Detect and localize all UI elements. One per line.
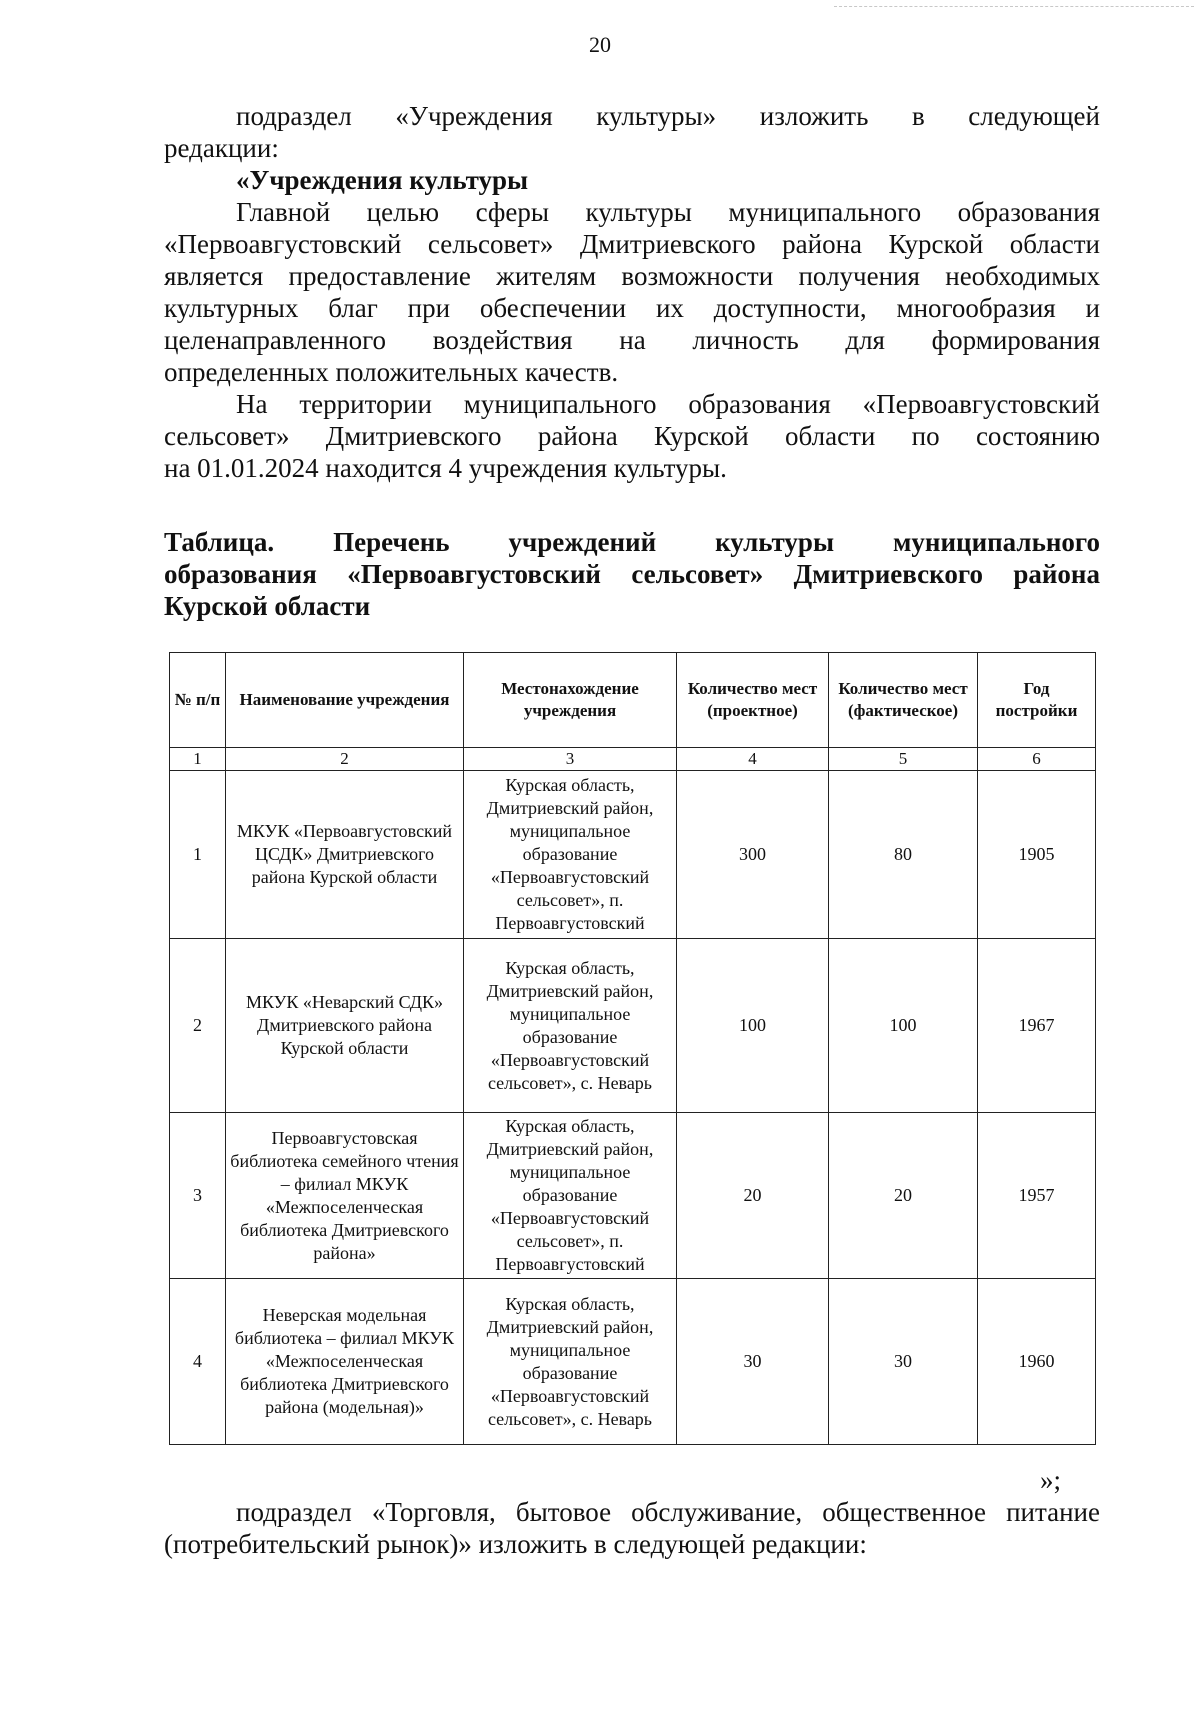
- row-number: 4: [170, 1279, 226, 1445]
- table-row: [170, 939, 1096, 1113]
- column-number: 2: [226, 748, 464, 771]
- intro-paragraph: [164, 100, 1100, 196]
- paragraph-territory-line: На территории муниципального образования «Первоавгустовский: [236, 389, 1100, 419]
- paragraph-territory-line: на 01.01.2024 находится 4 учреждения культуры.: [164, 453, 727, 483]
- institution-name: МКУК «Первоавгустовский ЦСДК» Дмитриевского района Курской области: [226, 771, 464, 939]
- seats-actual: 80: [829, 771, 978, 939]
- column-number: 1: [170, 748, 226, 771]
- seats-design: 30: [677, 1279, 829, 1445]
- seats-actual: 30: [829, 1279, 978, 1445]
- paragraph-territory-line: сельсовет» Дмитриевского района Курской области по состоянию: [164, 421, 1100, 451]
- header-seats-actual: Количество мест (фактическое): [829, 653, 978, 748]
- table-caption-line: Курской области: [164, 591, 371, 621]
- institution-name: МКУК «Неварский СДК» Дмитриевского района Курской области: [226, 939, 464, 1113]
- institution-location: Курская область, Дмитриевский район, муниципальное образование «Первоавгустовский сельсовет», с. Неварь: [464, 1279, 677, 1445]
- page-number: 20: [589, 32, 611, 57]
- paragraph-goal-line: Главной целью сферы культуры муниципального образования: [236, 197, 1100, 227]
- seats-design: 300: [677, 771, 829, 939]
- paragraph-goal-line: культурных благ при обеспечении их доступности, многообразия и: [164, 293, 1100, 323]
- table-row: [170, 771, 1096, 939]
- paragraph-territory: [164, 388, 1100, 484]
- institution-location: Курская область, Дмитриевский район, муниципальное образование «Первоавгустовский сельсовет», п. Первоавгустовский: [464, 1113, 677, 1279]
- tail-line: подраздел «Торговля, бытовое обслуживание, общественное питание: [236, 1497, 1100, 1527]
- paragraph-goal-line: целенаправленного воздействия на личность для формирования: [164, 325, 1100, 355]
- institutions-table: [169, 652, 1096, 1445]
- section-heading: «Учреждения культуры: [236, 165, 529, 195]
- table-caption: [164, 526, 1100, 622]
- column-number: 5: [829, 748, 978, 771]
- table-header-row: [170, 653, 1096, 748]
- construction-year: 1957: [978, 1113, 1096, 1279]
- construction-year: 1967: [978, 939, 1096, 1113]
- row-number: 2: [170, 939, 226, 1113]
- institution-location: Курская область, Дмитриевский район, муниципальное образование «Первоавгустовский сельсовет», п. Первоавгустовский: [464, 771, 677, 939]
- table-caption-line: образования «Первоавгустовский сельсовет» Дмитриевского района: [164, 559, 1100, 589]
- paragraph-goal-line: определенных положительных качеств.: [164, 357, 619, 387]
- column-number: 6: [978, 748, 1096, 771]
- seats-actual: 20: [829, 1113, 978, 1279]
- closing-quote-mark: »;: [1040, 1465, 1062, 1495]
- header-name: Наименование учреждения: [226, 653, 464, 748]
- header-seats-design: Количество мест (проектное): [677, 653, 829, 748]
- seats-actual: 100: [829, 939, 978, 1113]
- column-number: 3: [464, 748, 677, 771]
- institution-name: Неверская модельная библиотека – филиал МКУК «Межпоселенческая библиотека Дмитриевского района (модельная)»: [226, 1279, 464, 1445]
- institution-name: Первоавгустовская библиотека семейного чтения – филиал МКУК «Межпоселенческая библиотека Дмитриевского района»: [226, 1113, 464, 1279]
- institution-location: Курская область, Дмитриевский район, муниципальное образование «Первоавгустовский сельсовет», с. Неварь: [464, 939, 677, 1113]
- seats-design: 100: [677, 939, 829, 1113]
- table-row: [170, 1279, 1096, 1445]
- tail-paragraph: [164, 1496, 1100, 1560]
- row-number: 3: [170, 1113, 226, 1279]
- tail-line: (потребительский рынок)» изложить в следующей редакции:: [164, 1529, 867, 1559]
- table-row: [170, 1113, 1096, 1279]
- table-caption-line: Таблица. Перечень учреждений культуры муниципального: [164, 527, 1100, 557]
- construction-year: 1905: [978, 771, 1096, 939]
- seats-design: 20: [677, 1113, 829, 1279]
- column-number: 4: [677, 748, 829, 771]
- header-year: Год постройки: [978, 653, 1096, 748]
- header-location: Местонахождение учреждения: [464, 653, 677, 748]
- row-number: 1: [170, 771, 226, 939]
- paragraph-goal-line: является предоставление жителям возможности получения необходимых: [164, 261, 1100, 291]
- paragraph-goal: [164, 196, 1100, 388]
- scan-artifact-line: [834, 6, 1194, 7]
- column-number-row: [170, 748, 1096, 771]
- construction-year: 1960: [978, 1279, 1096, 1445]
- intro-line-2: редакции:: [164, 133, 279, 163]
- intro-line-1: подраздел «Учреждения культуры» изложить в следующей: [236, 101, 1100, 131]
- paragraph-goal-line: «Первоавгустовский сельсовет» Дмитриевского района Курской области: [164, 229, 1100, 259]
- header-number: № п/п: [170, 653, 226, 748]
